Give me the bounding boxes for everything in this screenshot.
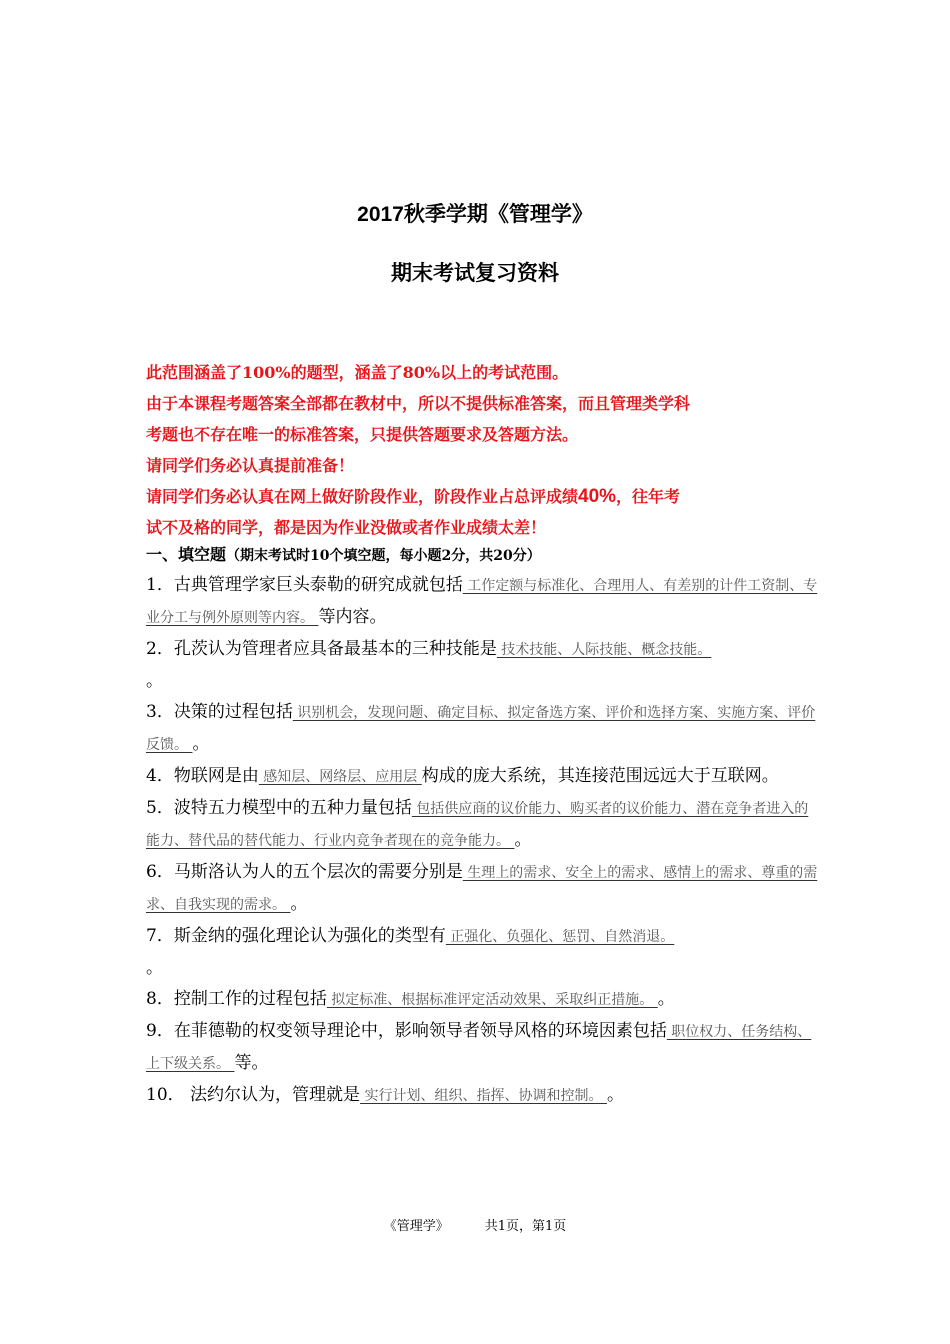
- question-tail: 等内容。: [318, 607, 387, 627]
- question-tail: 。: [146, 671, 163, 691]
- question-item: [146, 793, 818, 857]
- answer-blank: 识别机会，发现问题、确定目标、拟定备选方案、评价和选择方案、实施方案、评价反馈。: [146, 705, 816, 753]
- answer-blank: 技术技能、人际技能、概念技能。: [496, 642, 712, 658]
- answer-blank: 实行计划、组织、指挥、协调和控制。: [360, 1088, 607, 1104]
- question-text: 3．决策的过程包括: [146, 702, 293, 722]
- notice-line-4: 请同学们务必认真提前准备！: [146, 456, 355, 475]
- question-tail: 构成的庞大系统，其连接范围远远大于互联网。: [421, 766, 779, 786]
- question-tail: 。: [606, 1085, 624, 1105]
- question-tail: 等。: [234, 1053, 269, 1073]
- question-text: 5．波特五力模型中的五种力量包括: [146, 798, 412, 818]
- notice-block: [146, 357, 826, 543]
- question-item: [146, 697, 818, 761]
- question-tail: 。: [192, 734, 210, 754]
- section-subtitle: （期末考试时10个填空题，每小题2分，共20分）: [226, 548, 541, 564]
- answer-blank: 感知层、网络层、应用层: [258, 769, 422, 785]
- notice-percentage: 40%: [578, 486, 617, 507]
- notice-line-5-pre: 请同学们务必认真在网上做好阶段作业，阶段作业占总评成绩: [146, 487, 579, 506]
- question-tail: 。: [514, 830, 532, 850]
- question-tail: 。: [657, 989, 675, 1009]
- notice-line-1: 此范围涵盖了100%的题型，涵盖了80%以上的考试范围。: [146, 363, 569, 382]
- notice-line-5-post: ，往年考: [616, 487, 681, 506]
- question-text: 4．物联网是由: [146, 766, 259, 786]
- notice-line-5: [146, 481, 826, 512]
- question-tail: 。: [146, 958, 163, 978]
- question-item: [146, 570, 818, 634]
- section-title: 一、填空题: [146, 545, 227, 564]
- question-text: 10． 法约尔认为，管理就是: [146, 1085, 361, 1105]
- footer-course: 《管理学》: [383, 1219, 449, 1234]
- question-item: [146, 1080, 818, 1112]
- question-text: 8．控制工作的过程包括: [146, 989, 327, 1009]
- question-text: 9．在菲德勒的权变领导理论中，影响领导者领导风格的环境因素包括: [146, 1021, 667, 1041]
- answer-blank: 生理上的需求、安全上的需求、感情上的需求、尊重的需求、自我实现的需求。: [146, 865, 818, 913]
- question-text: 7．斯金纳的强化理论认为强化的类型有: [146, 926, 446, 946]
- document-subtitle: 期末考试复习资料: [391, 262, 559, 285]
- question-item: [146, 761, 818, 793]
- question-item: [146, 921, 818, 984]
- question-tail: 。: [290, 894, 308, 914]
- answer-blank: 工作定额与标准化、合理用人、有差别的计件工资制、专业分工与例外原则等内容。: [146, 578, 818, 626]
- question-item: [146, 984, 818, 1016]
- question-item: [146, 634, 818, 697]
- notice-line-2: 由于本课程考题答案全部都在教材中，所以不提供标准答案，而且管理类学科: [146, 394, 691, 413]
- answer-blank: 正强化、负强化、惩罚、自然消退。: [445, 929, 675, 945]
- document-title: 2017秋季学期《管理学》: [357, 203, 593, 226]
- page-footer: [0, 1215, 950, 1234]
- notice-line-6: 试不及格的同学，都是因为作业没做或者作业成绩太差！: [146, 518, 547, 537]
- answer-blank: 职位权力、任务结构、上下级关系。: [146, 1024, 812, 1072]
- section-heading: [146, 542, 541, 565]
- notice-line-3: 考题也不存在唯一的标准答案，只提供答题要求及答题方法。: [146, 425, 579, 444]
- question-text: 6．马斯洛认为人的五个层次的需要分别是: [146, 862, 463, 882]
- footer-page-count: 共1页，第1页: [484, 1219, 567, 1234]
- answer-blank: 拟定标准、根据标准评定活动效果、采取纠正措施。: [326, 992, 658, 1008]
- question-list: [146, 570, 818, 1112]
- question-item: [146, 857, 818, 921]
- answer-blank: 包括供应商的议价能力、购买者的议价能力、潜在竞争者进入的能力、替代品的替代能力、行业内竞争者现在的竞争能力。: [146, 801, 809, 849]
- question-text: 1．古典管理学家巨头泰勒的研究成就包括: [146, 575, 463, 595]
- question-item: [146, 1016, 818, 1080]
- question-text: 2．孔茨认为管理者应具备最基本的三种技能是: [146, 639, 497, 659]
